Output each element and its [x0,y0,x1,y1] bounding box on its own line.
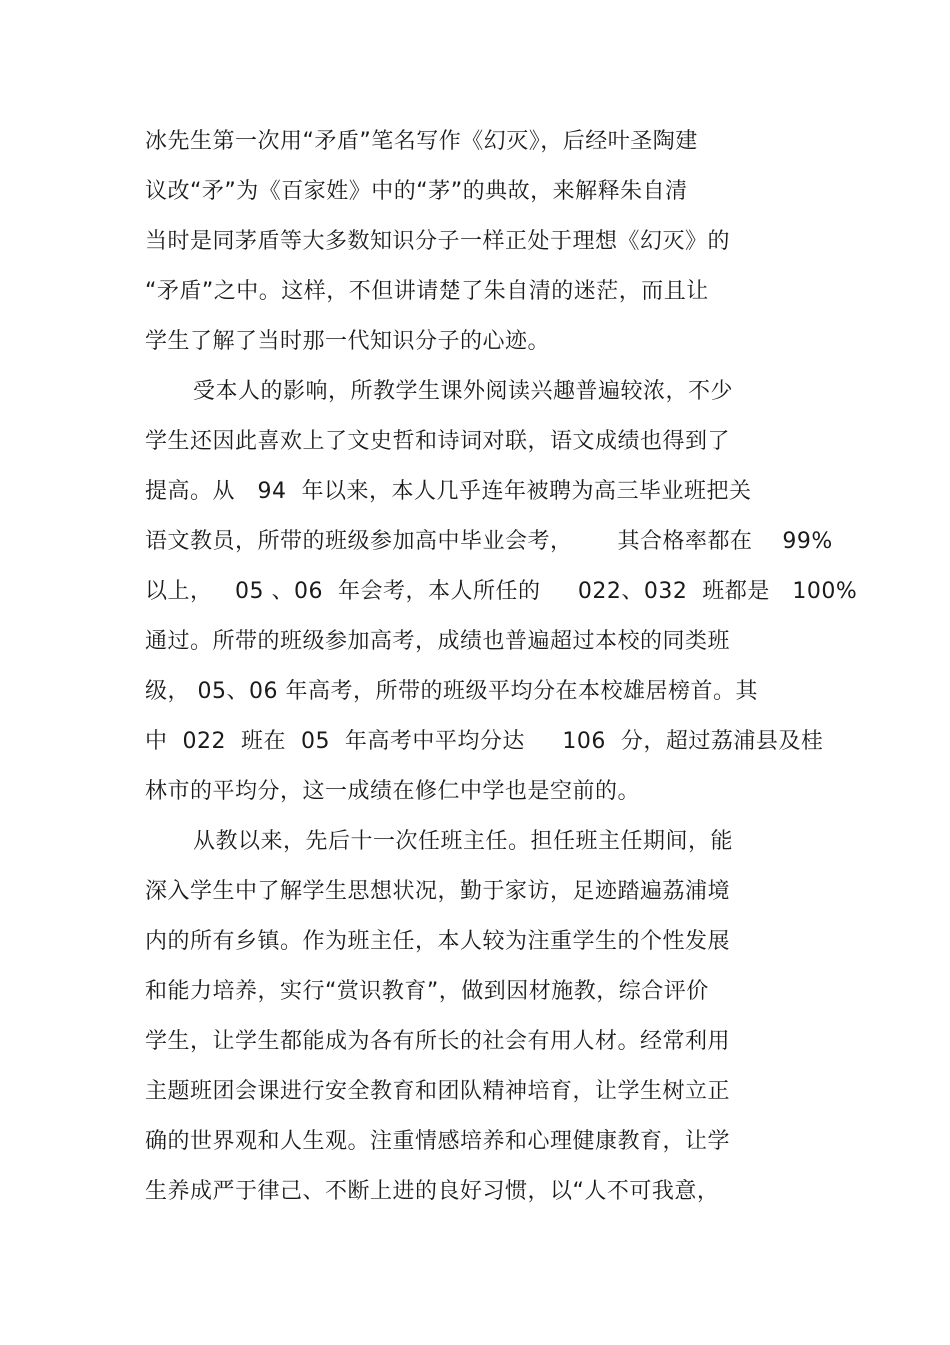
text-line: 中 022 班在 05 年高考中平均分达 106 分，超过荔浦县及桂 [145,729,824,754]
text-line: 提高。从 94 年以来，本人几乎连年被聘为高三毕业班把关 [145,479,752,504]
text-line: 冰先生第一次用“矛盾”笔名写作《幻灭》，后经叶圣陶建 [145,129,698,154]
text-line: 通过。所带的班级参加高考，成绩也普遍超过本校的同类班 [145,629,731,654]
text-line: 内的所有乡镇。作为班主任，本人较为注重学生的个性发展 [145,929,731,954]
text-line: 级， 05、06 年高考，所带的班级平均分在本校雄居榜首。其 [145,679,758,704]
paragraph-first-line: 受本人的影响，所教学生课外阅读兴趣普遍较浓，不少 [193,379,734,404]
text-line: 学生还因此喜欢上了文史哲和诗词对联，语文成绩也得到了 [145,429,731,454]
text-line: 生养成严于律己、不断上进的良好习惯，以“人不可我意， [145,1179,720,1204]
text-line: 和能力培养，实行“赏识教育”，做到因材施教，综合评价 [145,979,709,1004]
text-line: 林市的平均分，这一成绩在修仁中学也是空前的。 [145,779,641,804]
paragraph-first-line: 从教以来，先后十一次任班主任。担任班主任期间，能 [193,829,734,854]
text-line: 主题班团会课进行安全教育和团队精神培育，让学生树立正 [145,1079,731,1104]
text-line: “矛盾”之中。这样，不但讲请楚了朱自清的迷茫，而且让 [145,279,709,304]
text-line: 语文教员，所带的班级参加高中毕业会考， 其合格率都在 99% [145,529,833,554]
text-line: 当时是同茅盾等大多数知识分子一样正处于理想《幻灭》的 [145,229,731,254]
text-line: 议改“矛”为《百家姓》中的“茅”的典故，来解释朱自清 [145,179,688,204]
text-line: 深入学生中了解学生思想状况，勤于家访，足迹踏遍荔浦境 [145,879,731,904]
text-line: 以上， 05 、06 年会考，本人所任的 022、032 班都是 100% [145,579,858,604]
text-line: 确的世界观和人生观。注重情感培养和心理健康教育，让学 [145,1129,731,1154]
text-line: 学生了解了当时那一代知识分子的心迹。 [145,329,551,354]
text-line: 学生，让学生都能成为各有所长的社会有用人材。经常利用 [145,1029,731,1054]
